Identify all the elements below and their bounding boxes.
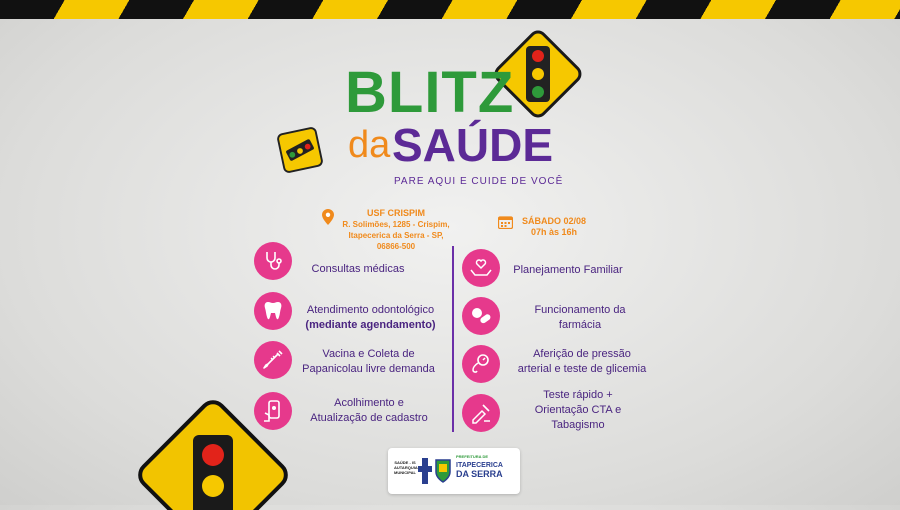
pills-icon — [462, 297, 500, 335]
service-consultas-label: Consultas médicas — [311, 263, 405, 275]
saude-line1: SAÚDE - IS — [394, 460, 416, 465]
service-odontologico-line2: (mediante agendamento) — [305, 319, 436, 331]
tooth-icon — [254, 292, 292, 330]
location-name: USF CRISPIM — [366, 208, 425, 218]
service-teste-line3: Tabagismo — [551, 419, 605, 431]
location-line1: R. Solimões, 1285 - Crispim, — [342, 220, 450, 229]
location-block — [336, 208, 456, 252]
footer-logos — [388, 448, 520, 494]
calendar-icon — [498, 215, 513, 229]
service-farmacia-line2: farmácia — [558, 319, 602, 331]
service-teste — [518, 388, 638, 433]
title-saude: SAÚDE — [392, 119, 554, 171]
service-planejamento-label: Planejamento Familiar — [513, 264, 623, 276]
saude-line2: AUTARQUIA — [394, 465, 418, 470]
saude-line3: MUNICIPAL — [394, 470, 416, 475]
service-planejamento — [508, 263, 628, 278]
service-acolhimento — [300, 396, 438, 426]
traffic-light-sign-small-icon — [276, 126, 324, 174]
city-line2: DA SERRA — [456, 469, 503, 479]
city-coat-of-arms-icon — [434, 456, 452, 486]
location-line3: 06866-500 — [376, 242, 416, 251]
service-teste-line2: Orientação CTA e — [534, 404, 622, 416]
service-consultas — [298, 262, 418, 277]
service-teste-line1: Teste rápido + — [543, 389, 613, 401]
blood-pressure-icon — [462, 345, 500, 383]
service-vacina-line1: Vacina e Coleta de — [322, 348, 415, 360]
hazard-stripe — [0, 0, 900, 19]
schedule-time: 07h às 16h — [530, 227, 578, 237]
service-vacina — [296, 347, 441, 377]
phone-icon — [254, 392, 292, 430]
syringe-icon — [254, 341, 292, 379]
service-acolhimento-line2: Atualização de cadastro — [310, 412, 428, 424]
service-afericao-line1: Aferição de pressão — [533, 348, 631, 360]
schedule-block — [514, 216, 594, 238]
saude-logo-text — [394, 460, 416, 475]
service-odontologico — [298, 303, 443, 333]
location-line2: Itapecerica da Serra - SP, — [348, 231, 444, 240]
title-blitz: BLITZ — [345, 60, 515, 125]
service-vacina-line2: Papanicolau livre demanda — [302, 363, 435, 375]
heart-hands-icon — [462, 249, 500, 287]
service-farmacia-line1: Funcionamento da — [534, 304, 626, 316]
service-odontologico-line1: Atendimento odontológico — [306, 304, 435, 316]
service-farmacia — [520, 303, 640, 333]
tagline: PARE AQUI E CUIDE DE VOCÊ — [394, 176, 564, 187]
city-line1: ITAPECERICA — [456, 462, 503, 469]
test-icon — [462, 394, 500, 432]
schedule-date: SÁBADO 02/08 — [521, 216, 587, 226]
pref-label: PREFEITURA DE — [456, 454, 489, 459]
saude-emblem-icon — [418, 456, 432, 486]
location-pin-icon — [322, 209, 334, 225]
service-afericao-line2: arterial e teste de glicemia — [517, 363, 647, 375]
service-acolhimento-line1: Acolhimento e — [334, 397, 404, 409]
column-divider — [452, 246, 454, 432]
stethoscope-icon — [254, 242, 292, 280]
service-afericao — [512, 347, 652, 377]
title-da: da — [348, 124, 391, 166]
